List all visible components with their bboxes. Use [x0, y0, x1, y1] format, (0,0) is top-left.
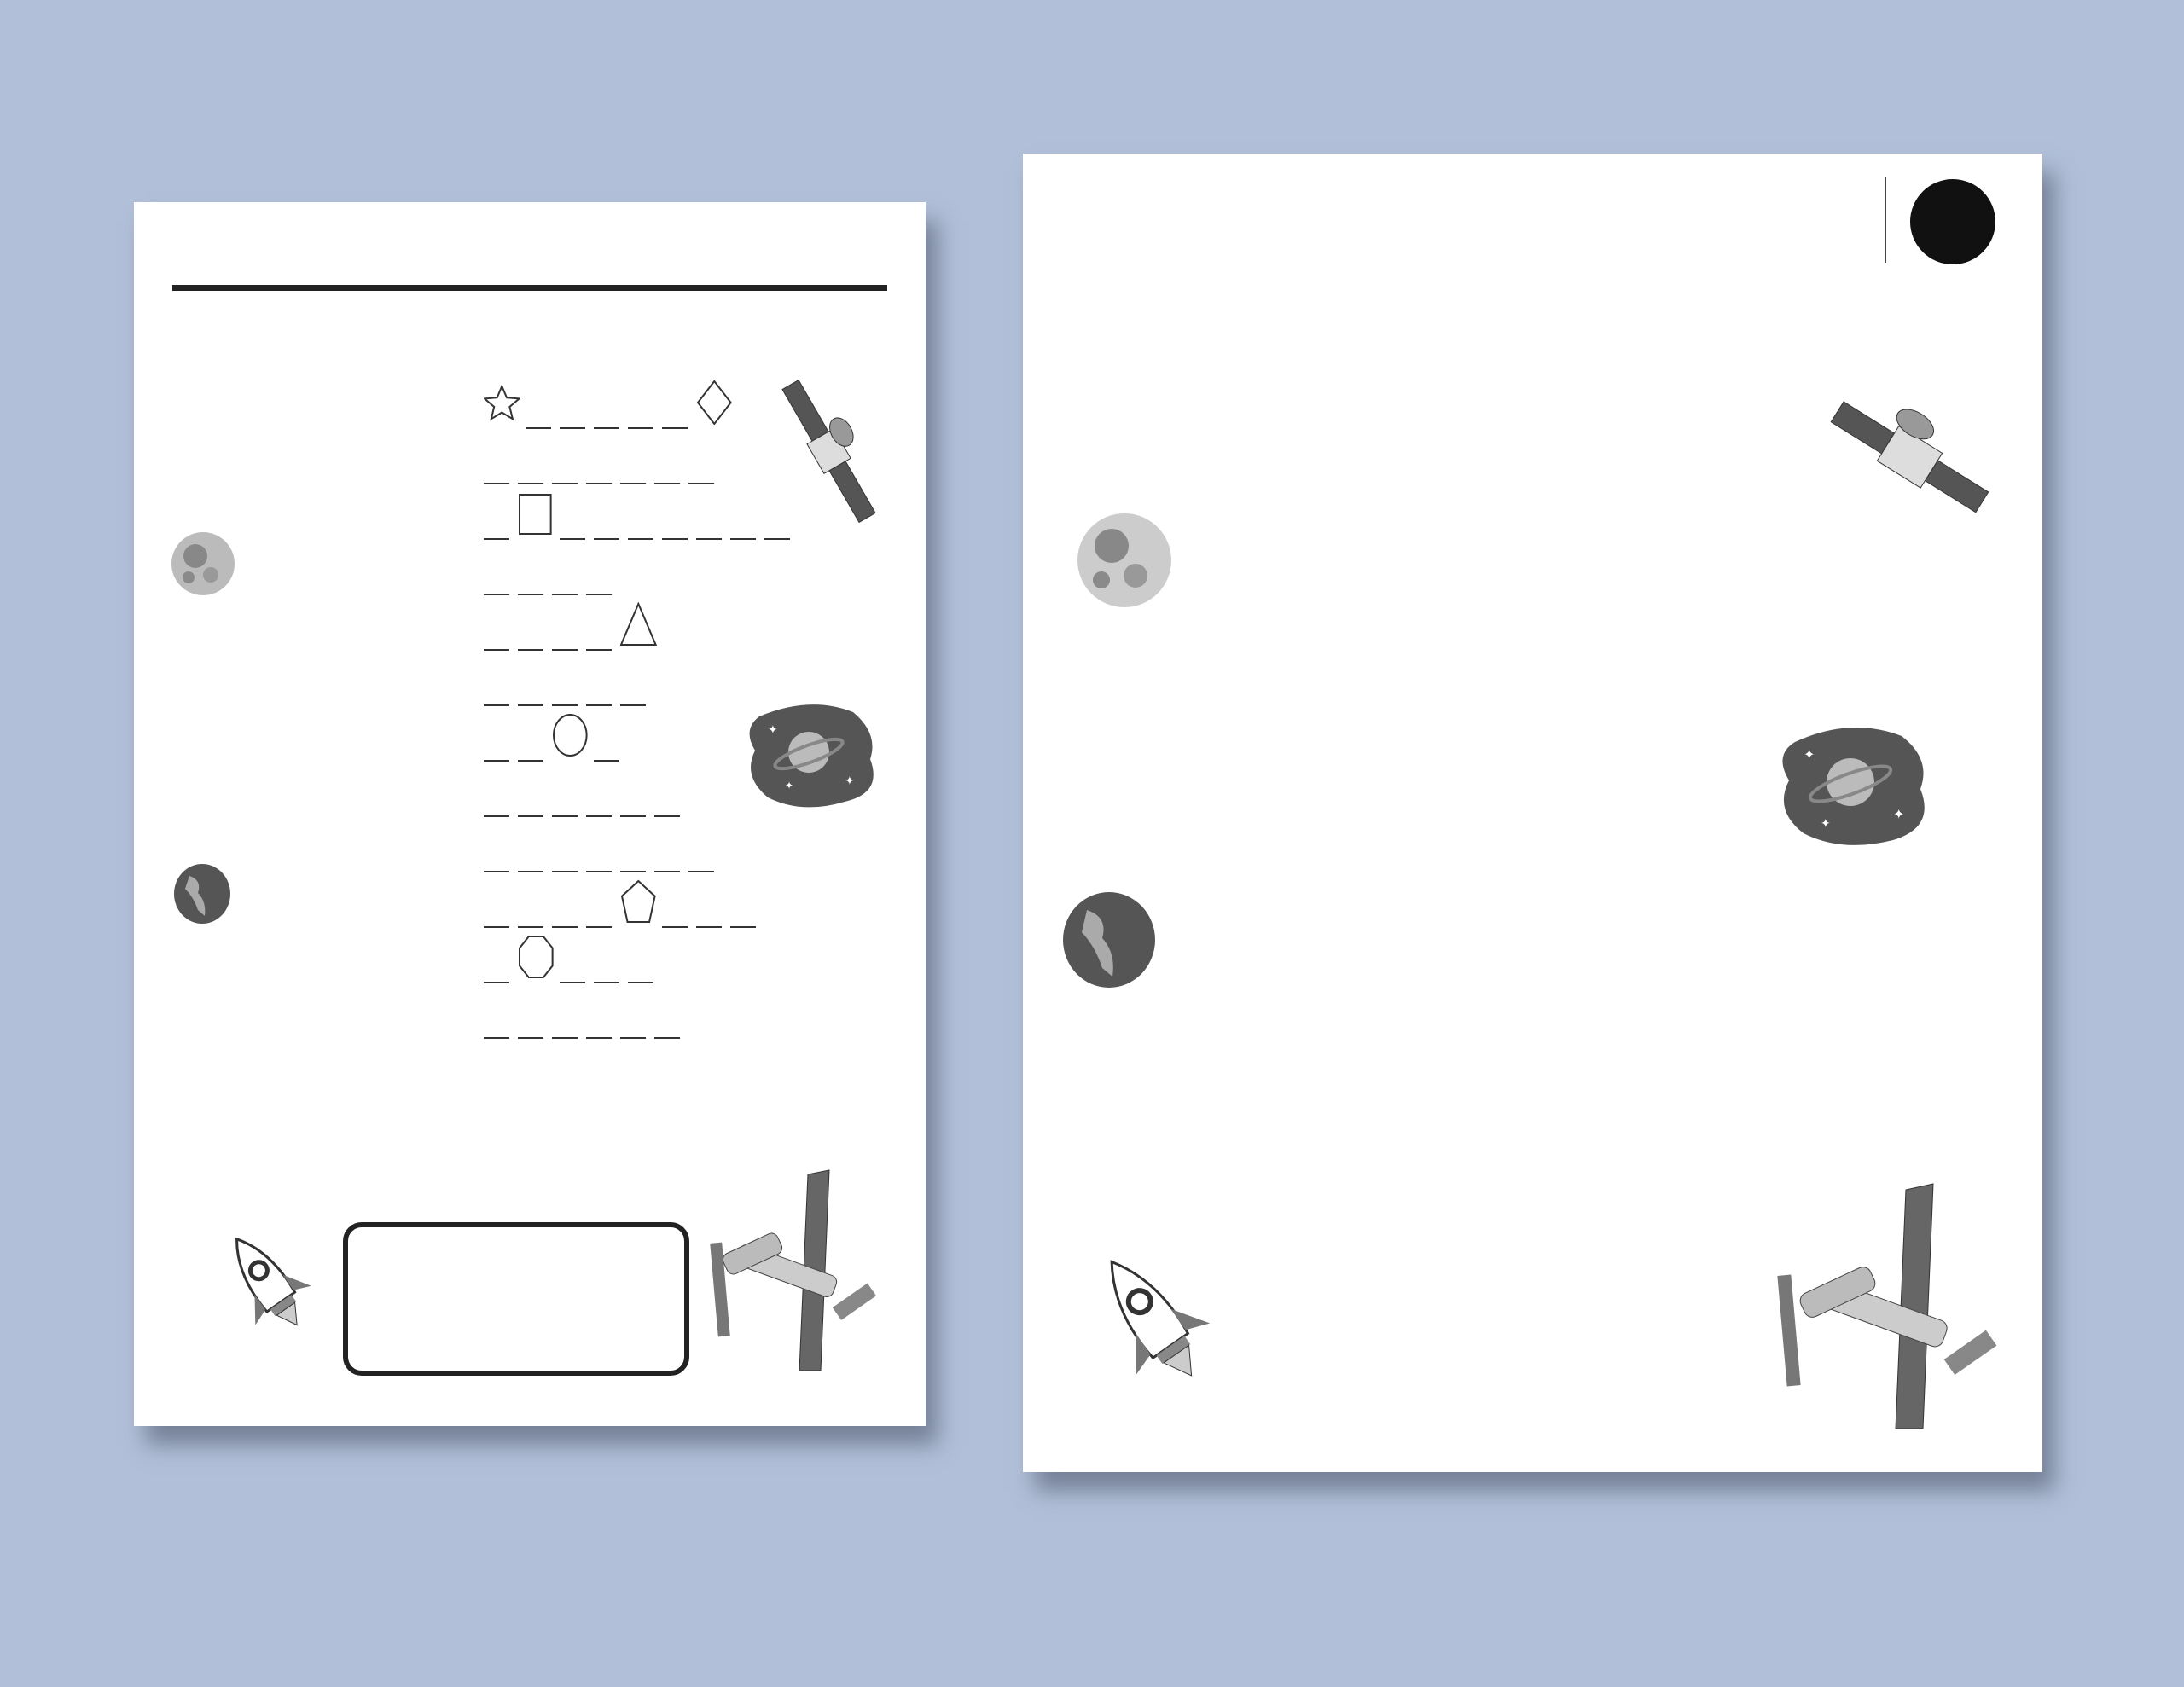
rocket-icon	[219, 1226, 313, 1336]
photoshop-icon	[99, 1554, 190, 1643]
answer-blanks[interactable]	[484, 884, 764, 928]
svg-text:✦: ✦	[1821, 816, 1831, 830]
letter-blank[interactable]	[560, 427, 585, 429]
letter-blank[interactable]	[552, 815, 578, 817]
letter-blank[interactable]	[696, 538, 722, 540]
answer-blanks[interactable]	[484, 496, 799, 540]
earth-icon	[1061, 891, 1157, 989]
letter-blank[interactable]	[586, 1037, 612, 1039]
letter-blank[interactable]	[552, 1037, 578, 1039]
letter-blank[interactable]	[526, 427, 551, 429]
letter-blank[interactable]	[518, 483, 543, 484]
indesign-icon	[360, 1554, 451, 1643]
hint-box	[343, 1222, 689, 1376]
svg-text:✦: ✦	[1893, 808, 1905, 822]
circle-shape-icon[interactable]	[552, 713, 589, 762]
letter-blank[interactable]	[484, 594, 509, 595]
rocket-icon	[1087, 1245, 1215, 1390]
svg-text:✦: ✦	[845, 774, 855, 787]
letter-blank[interactable]	[696, 926, 722, 928]
letter-blank[interactable]	[654, 815, 680, 817]
letter-blank[interactable]	[594, 760, 619, 762]
letter-blank[interactable]	[764, 538, 790, 540]
answer-blanks[interactable]	[484, 385, 737, 429]
letter-blank[interactable]	[586, 871, 612, 872]
letter-blank[interactable]	[518, 926, 543, 928]
triangle-shape-icon[interactable]	[620, 602, 657, 651]
letter-blank[interactable]	[484, 704, 509, 706]
letter-blank[interactable]	[484, 538, 509, 540]
letter-blank[interactable]	[484, 760, 509, 762]
letter-blank[interactable]	[586, 815, 612, 817]
illustrator-icon	[229, 1554, 320, 1643]
star-shape-icon[interactable]	[484, 380, 520, 429]
header-divider	[1885, 177, 1886, 263]
answer-blanks[interactable]	[484, 551, 620, 595]
diamond-shape-icon[interactable]	[696, 380, 733, 429]
letter-blank[interactable]	[552, 871, 578, 872]
moon-icon	[1076, 512, 1174, 610]
letter-blank[interactable]	[518, 594, 543, 595]
svg-text:✦: ✦	[785, 780, 794, 791]
title-divider	[172, 285, 887, 291]
letter-blank[interactable]	[594, 982, 619, 983]
square-shape-icon[interactable]	[518, 491, 555, 540]
answer-blanks[interactable]	[484, 994, 688, 1039]
satellite-icon	[781, 373, 883, 526]
letter-blank[interactable]	[654, 483, 680, 484]
octagon-shape-icon[interactable]	[518, 935, 555, 983]
letter-blank[interactable]	[688, 871, 714, 872]
letter-blank[interactable]	[484, 483, 509, 484]
galaxy-planet-icon	[1774, 721, 1931, 849]
letter-blank[interactable]	[560, 538, 585, 540]
letter-blank[interactable]	[628, 427, 653, 429]
letter-blank[interactable]	[484, 871, 509, 872]
letter-blank[interactable]	[620, 815, 646, 817]
letter-blank[interactable]	[552, 594, 578, 595]
svg-text:✦: ✦	[1804, 748, 1815, 762]
answer-blanks[interactable]	[484, 773, 688, 817]
letter-blank[interactable]	[560, 982, 585, 983]
space-station-icon	[697, 1166, 893, 1371]
answer-blanks[interactable]	[484, 662, 654, 706]
letter-blank[interactable]	[662, 427, 688, 429]
letter-blank[interactable]	[518, 815, 543, 817]
letter-blank[interactable]	[552, 926, 578, 928]
letter-blank[interactable]	[518, 1037, 543, 1039]
left-worksheet-page	[134, 202, 926, 1426]
answer-blanks[interactable]	[484, 440, 723, 484]
letter-blank[interactable]	[586, 649, 612, 651]
answer-blanks[interactable]	[484, 717, 628, 762]
letter-blank[interactable]	[730, 538, 756, 540]
letter-blank[interactable]	[518, 649, 543, 651]
letter-blank[interactable]	[662, 538, 688, 540]
galaxy-planet-icon	[742, 699, 879, 810]
letter-blank[interactable]	[594, 538, 619, 540]
letter-blank[interactable]	[620, 483, 646, 484]
earth-icon	[172, 863, 232, 925]
letter-blank[interactable]	[518, 760, 543, 762]
moon-icon	[170, 530, 236, 597]
letter-blank[interactable]	[518, 871, 543, 872]
letter-blank[interactable]	[586, 483, 612, 484]
letter-blank[interactable]	[484, 815, 509, 817]
letter-blank[interactable]	[620, 704, 646, 706]
letter-blank[interactable]	[688, 483, 714, 484]
letter-blank[interactable]	[484, 926, 509, 928]
answer-blanks[interactable]	[484, 828, 723, 872]
letter-blank[interactable]	[730, 926, 756, 928]
letter-blank[interactable]	[628, 982, 653, 983]
answer-blanks[interactable]	[484, 606, 662, 651]
space-station-icon	[1769, 1181, 2017, 1429]
letter-blank[interactable]	[586, 704, 612, 706]
letter-blank[interactable]	[484, 649, 509, 651]
letter-blank[interactable]	[552, 704, 578, 706]
letter-blank[interactable]	[620, 871, 646, 872]
letter-blank[interactable]	[586, 594, 612, 595]
word-row	[134, 1006, 926, 1062]
letter-blank[interactable]	[594, 427, 619, 429]
letter-blank[interactable]	[552, 483, 578, 484]
satellite-icon	[1825, 380, 1995, 533]
answer-blanks[interactable]	[484, 939, 662, 983]
letter-blank[interactable]	[586, 926, 612, 928]
letter-blank[interactable]	[620, 1037, 646, 1039]
letter-blank[interactable]	[518, 704, 543, 706]
pentagon-shape-icon[interactable]	[620, 879, 657, 928]
letter-blank[interactable]	[484, 1037, 509, 1039]
letter-blank[interactable]	[484, 982, 509, 983]
svg-text:✦: ✦	[768, 722, 778, 736]
letter-blank[interactable]	[628, 538, 653, 540]
right-worksheet-page	[1023, 154, 2042, 1472]
letter-blank[interactable]	[662, 926, 688, 928]
letter-blank[interactable]	[552, 649, 578, 651]
letter-blank[interactable]	[654, 1037, 680, 1039]
nasa-logo	[1910, 179, 1995, 264]
letter-blank[interactable]	[654, 871, 680, 872]
